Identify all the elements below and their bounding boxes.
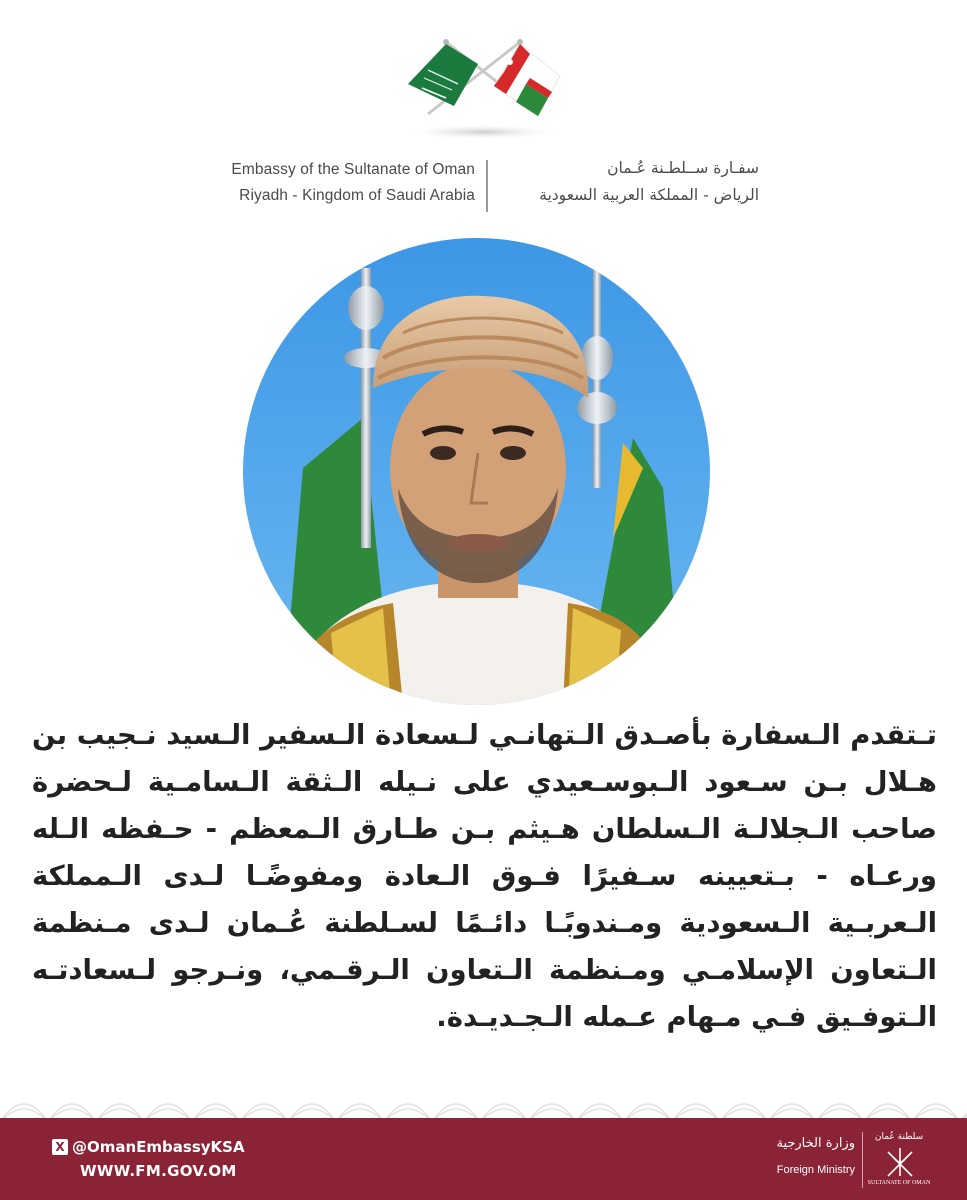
decorative-pattern bbox=[0, 1082, 967, 1122]
ministry-name-en: Foreign Ministry bbox=[776, 1164, 855, 1176]
embassy-name-en: Embassy of the Sultanate of Oman bbox=[231, 161, 475, 178]
crossed-flags-emblem bbox=[398, 32, 568, 142]
footer-divider bbox=[862, 1132, 863, 1188]
saudi-flag-icon bbox=[408, 44, 478, 106]
x-logo-icon: X bbox=[52, 1139, 68, 1155]
emblem-caption-ar: سلطنة عُمان bbox=[874, 1132, 924, 1142]
emblem-caption-en: SULTANATE OF OMAN bbox=[867, 1180, 931, 1186]
social-handle[interactable] bbox=[52, 1138, 245, 1156]
header-divider bbox=[486, 160, 488, 212]
embassy-name-ar: سفـارة ســلطـنة عُـمان bbox=[607, 159, 759, 177]
ambassador-portrait bbox=[243, 238, 710, 705]
social-handle-text: @OmanEmbassyKSA bbox=[72, 1138, 245, 1156]
embassy-location-ar: الرياض - المملكة العربية السعودية bbox=[539, 186, 759, 204]
footer-bar bbox=[0, 1118, 967, 1200]
embassy-location-en: Riyadh - Kingdom of Saudi Arabia bbox=[239, 187, 475, 204]
ministry-name-ar: وزارة الخارجية bbox=[776, 1136, 855, 1151]
congratulation-message: تـتقدم الـسفارة بأصـدق الـتهانـي لـسعادة الـسفير الـسيد نـجيب بن هـلال بـن سـعود الـبوسـعيدي على نـيله الـثقة الـسامـية لـحضرة صاحب الـجلالـة الـسلطان هـيثم بـن طـارق الـمعظم - حـفظه الـله ورعـاه - بـتعيينه سـفيرًا فـوق الـعادة ومفوضًـا لـدى الـمملكة الـعربـية الـسعودية ومـندوبًـا دائـمًا لسـلطنة عُـمان لـدى مـنظمة الـتعاون الإسلامـي ومـنظمة الـتعاون الـرقـمي، ونـرجو لـسعادتـه الـتوفـيق فـي مـهام عـمله الـجـديـدة. bbox=[32, 719, 937, 1033]
website-link[interactable]: WWW.FM.GOV.OM bbox=[80, 1162, 237, 1180]
